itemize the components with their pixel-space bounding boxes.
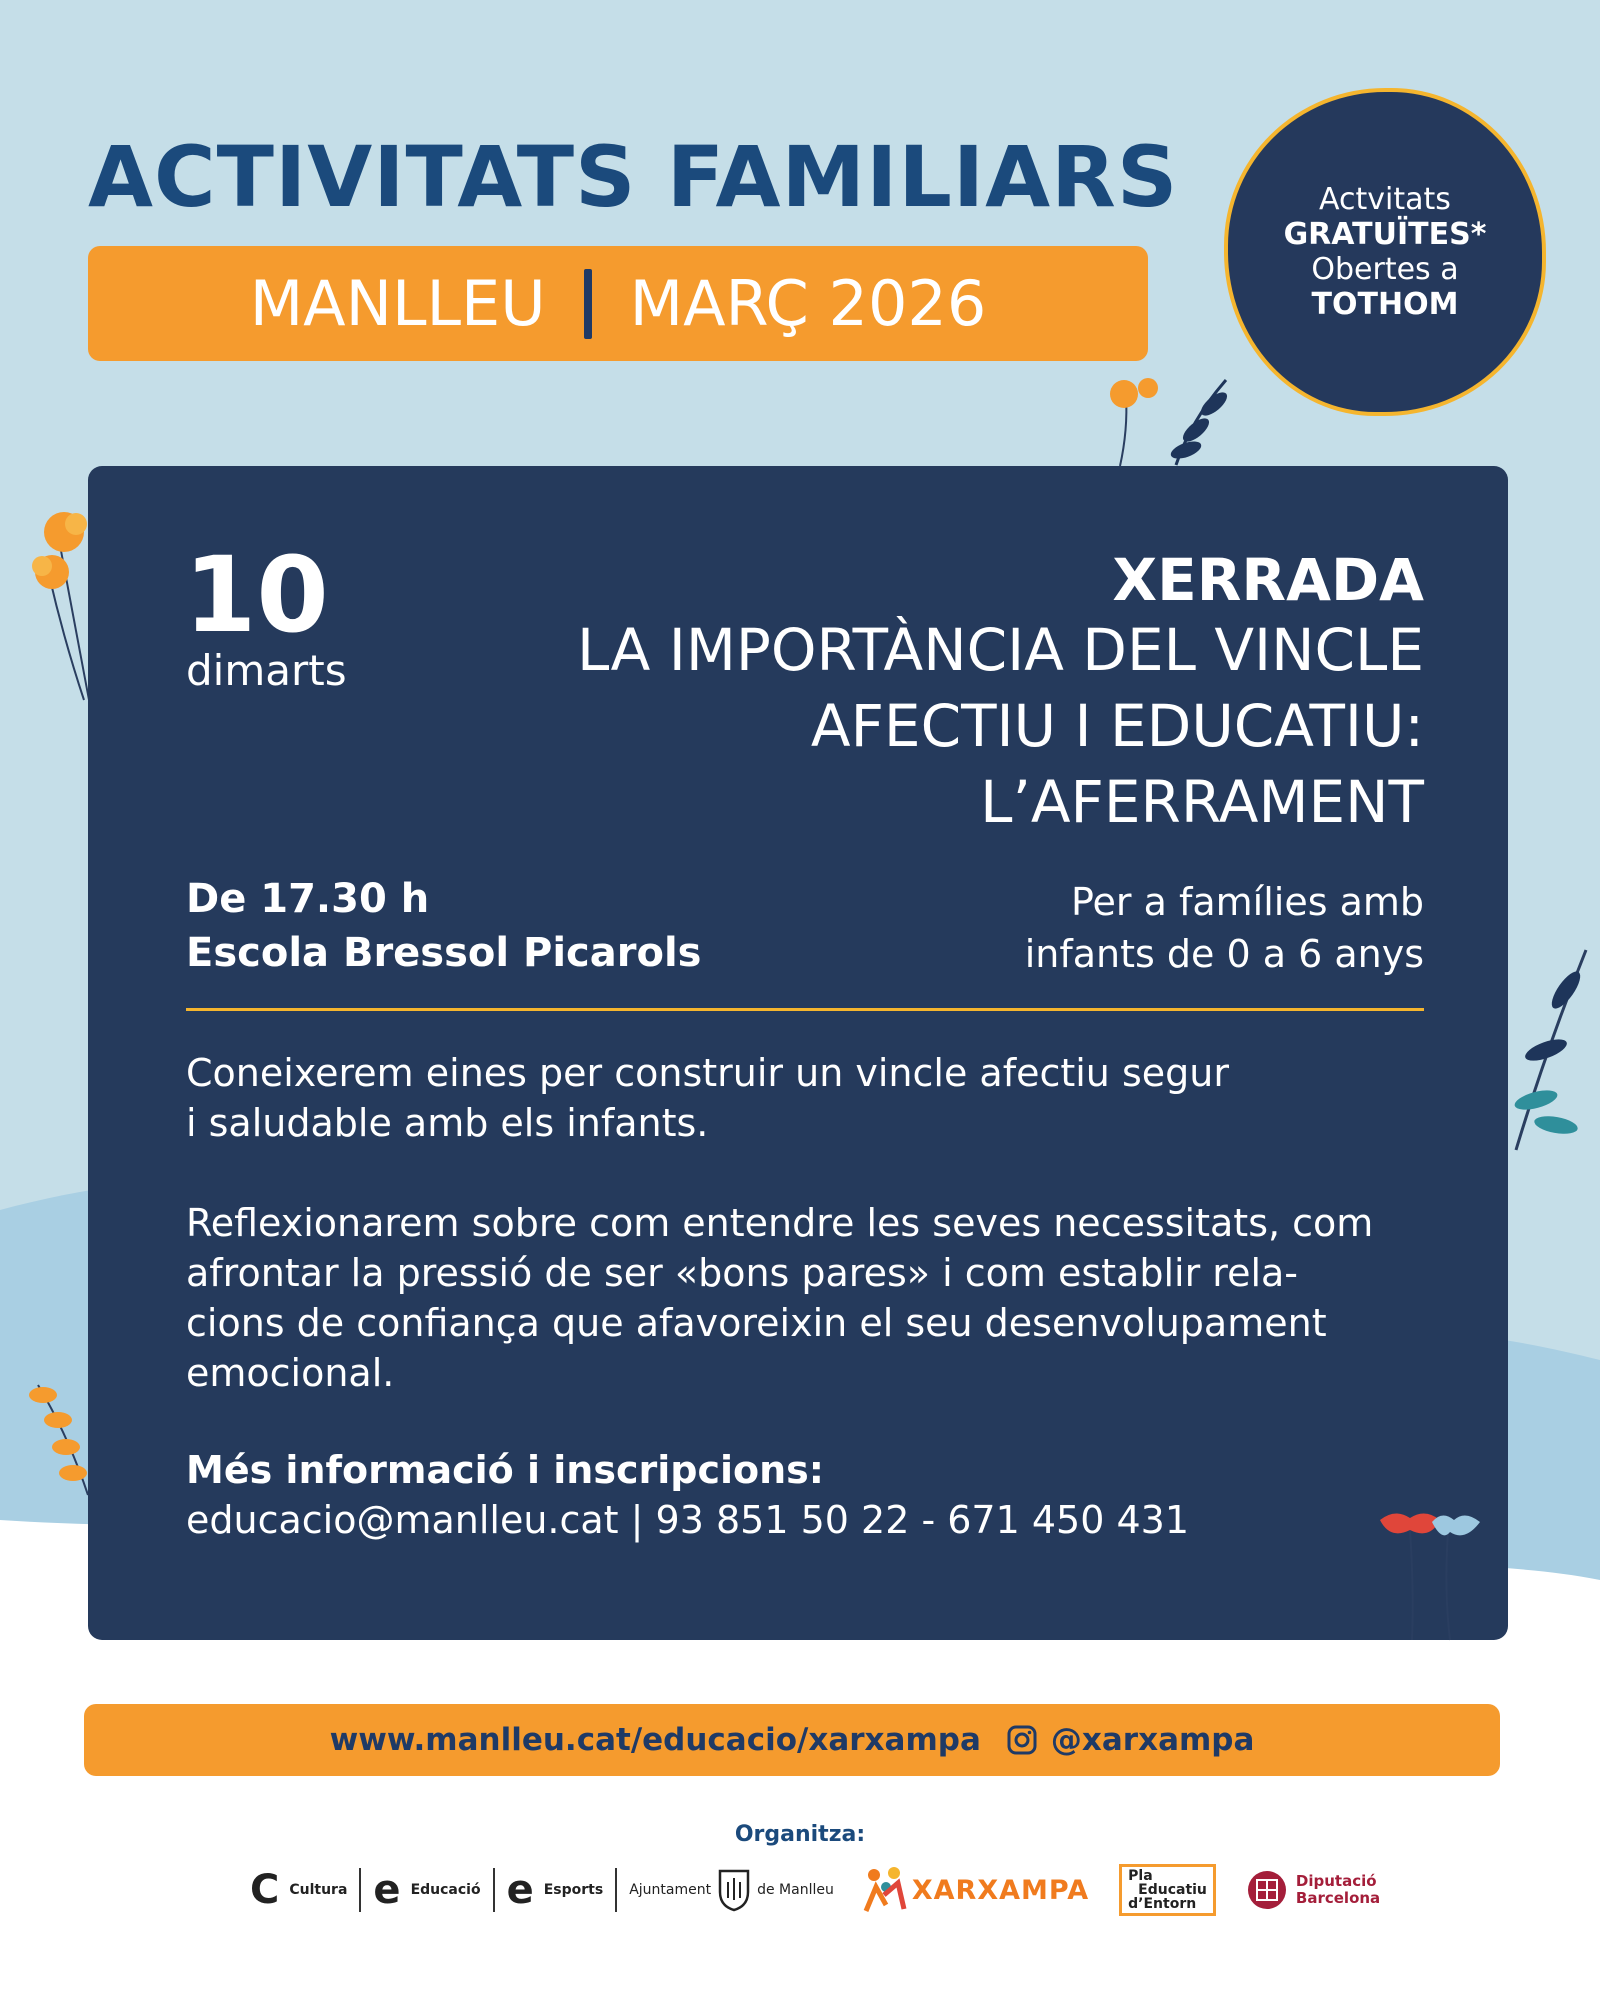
event-type: XERRADA (1112, 546, 1424, 614)
badge-line-3: Obertes a (1311, 252, 1459, 287)
event-title-line: LA IMPORTÀNCIA DEL VINCLE (576, 616, 1424, 684)
info-title: Més informació i inscripcions: (186, 1448, 824, 1492)
event-title-line: L’AFERRAMENT (980, 768, 1424, 836)
event-audience (1025, 876, 1424, 980)
organizer-logos (250, 1862, 1380, 1918)
pla-line: Pla (1128, 1868, 1153, 1884)
audience-line: Per a famílies amb (1070, 880, 1424, 924)
event-day-name: dimarts (186, 646, 347, 695)
description-paragraph-2 (186, 1198, 1436, 1398)
event-venue: Escola Bressol Picarols (186, 930, 702, 976)
event-title-line: AFECTIU I EDUCATIU: (810, 692, 1424, 760)
event-time: De 17.30 h (186, 876, 430, 922)
card-divider (186, 1008, 1424, 1011)
logo-pla-educatiu (1119, 1864, 1216, 1916)
diputacio-line-1: Diputació (1295, 1872, 1377, 1890)
manlleu-shield-icon (717, 1868, 751, 1912)
logo-educacio (373, 1867, 481, 1913)
contact-info[interactable]: educacio@manlleu.cat | 93 851 50 22 - 671 450 431 (186, 1498, 1189, 1542)
logo-separator (493, 1868, 495, 1912)
logo-cultura-label: Cultura (289, 1882, 348, 1898)
flower-decoration-left-bottom (18, 1375, 98, 1505)
free-activities-badge (1224, 88, 1546, 416)
banner-separator (584, 269, 592, 339)
logo-separator (615, 1868, 617, 1912)
event-card (88, 466, 1508, 1640)
organitza-label: Organitza: (734, 1822, 866, 1847)
event-title (424, 612, 1424, 840)
date-label: MARÇ 2026 (629, 267, 987, 340)
paragraph-line: i saludable amb els infants. (186, 1101, 709, 1145)
leaf-decoration-right (1506, 940, 1600, 1160)
diputacio-line-2: Barcelona (1295, 1889, 1381, 1907)
paragraph-line: afrontar la pressió de ser «bons pares» i com establir rela- (186, 1251, 1299, 1295)
audience-line: infants de 0 a 6 anys (1024, 932, 1424, 976)
pla-educatiu-box (1119, 1864, 1216, 1916)
logo-educacio-label: Educació (410, 1882, 481, 1898)
xarxampa-label: XARXAMPA (911, 1874, 1090, 1906)
educacio-e-icon: e (373, 1867, 401, 1913)
logo-esports (506, 1867, 604, 1913)
logo-cultura (250, 1867, 348, 1913)
event-time-venue (186, 872, 702, 980)
description-paragraph-1 (186, 1048, 1426, 1148)
instagram-handle[interactable]: @xarxampa (1050, 1722, 1255, 1758)
badge-line-2: GRATUÏTES* (1283, 217, 1487, 252)
xarxampa-people-icon (862, 1865, 908, 1915)
logo-ajuntament (629, 1868, 834, 1912)
paragraph-line: Coneixerem eines per construir un vincle afectiu segur (186, 1051, 1229, 1095)
logo-xarxampa (862, 1865, 1089, 1915)
flower-decoration-top-right (1096, 370, 1246, 470)
event-day-number: 10 (184, 534, 329, 656)
badge-line-4: TOTHOM (1311, 287, 1459, 322)
cultura-c-icon: C (250, 1867, 280, 1913)
website-link[interactable]: www.manlleu.cat/educacio/xarxampa (329, 1722, 981, 1758)
flower-decoration-card-bottom-right (1370, 1500, 1490, 1650)
esports-e-icon: e (506, 1867, 534, 1913)
footer-url-bar (84, 1704, 1500, 1776)
logo-diputacio (1246, 1869, 1380, 1911)
logo-esports-label: Esports (543, 1882, 604, 1898)
logo-separator (359, 1868, 361, 1912)
pla-line: Educatiu (1138, 1882, 1207, 1898)
badge-line-1: Actvitats (1319, 182, 1451, 217)
paragraph-line: emocional. (186, 1351, 395, 1395)
diputacio-seal-icon (1246, 1869, 1288, 1911)
page-title: ACTIVITATS FAMILIARS (88, 128, 1179, 226)
location-date-banner (88, 246, 1148, 361)
ajuntament-label-right: de Manlleu (757, 1882, 834, 1898)
pla-line: d’Entorn (1128, 1896, 1197, 1912)
ajuntament-label-left: Ajuntament (629, 1882, 712, 1898)
instagram-icon (1007, 1725, 1037, 1755)
paragraph-line: Reflexionarem sobre com entendre les seves necessitats, com (186, 1201, 1374, 1245)
paragraph-line: cions de confiança que afavoreixin el seu desenvolupament (186, 1301, 1327, 1345)
location-label: MANLLEU (249, 267, 546, 340)
